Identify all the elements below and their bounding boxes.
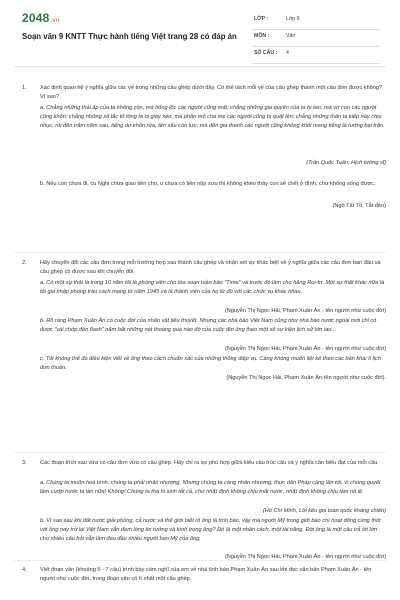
page-title: Soạn văn 9 KNTT Thực hành tiếng Việt trang 28 có đáp án (22, 32, 237, 41)
meta-label: MÔN : (254, 33, 270, 39)
question-part: b. Vì sao sau khi đất nước giải phóng, cả nước và thế giới biết rõ ông là tình báo, vậy mà người Mỹ trong giới báo chí hoạt động cùng thời với ông nay trở lại Việt Nam vẫn đem lòng tin tưởng và kính trọng ông? Đó là một nhân cách, một tài năng. Đời ông là một câu trả lời lớn cho nhiều câu hỏi vẫn làm đau đầu nhiều người bạn Mỹ của ông. (40, 518, 381, 542)
part-citation: (Trần Quốc Tuấn, Hịch tướng sĩ) (306, 160, 386, 166)
question-3 (14, 459, 386, 579)
meta-value: Văn (286, 33, 296, 39)
part-citation: (Hồ Chí Minh, Lời kêu gọi toàn quốc kháng chiến) (262, 508, 386, 514)
question-prompt: Viết đoạn văn (khoảng 5 - 7 câu) trình bày cảm nghĩ của em về nhà tình báo Phạm Xuân Ẩn sau khi đọc văn bản Phạm Xuân Ẩn - tên người như cuộc đời, trong đoạn văn có ít nhất một câu ghép. (40, 567, 372, 582)
part-citation: (Ngô Tất Tố, Tắt đèn) (332, 203, 386, 209)
question-part: c. Tôi không thể đủ điều kiện viết về ông theo cách chuẩn xác của những thông điệp vụ. Càng không muốn liệt kê theo các bản khai lí lịch đơn thuần. (40, 356, 381, 371)
question-divider (14, 452, 386, 453)
question-prompt: Xác định quan hệ ý nghĩa giữa các vế trong những câu ghép dưới đây. Có thể tách mỗi vế của câu ghép thành một câu đơn được không? Vì sao? (40, 85, 383, 100)
question-number: 3. (22, 460, 27, 466)
meta-row-class (252, 13, 380, 30)
question-divider (14, 560, 386, 561)
question-prompt: Hãy chuyển đổi các câu đơn trong mỗi trường hợp sau thành câu ghép và nhận xét sự khác biệt về ý nghĩa giữa các câu đơn ban đầu và câu ghép có được sau khi chuyển đổi. (40, 260, 381, 275)
meta-value: Lớp 9 (286, 16, 300, 22)
question-part: a. Có một sự thật là trong 10 năm tôi là phóng viên cho tòa soạn tuần báo "Time" và trước đó làm cho hãng Roi-tơ. Một sự thật khác nữa là tôi gia nhập phong trào cách mạng từ năm 1945 và là thành viên của họ từ đó với các chức vụ khác nhau. (40, 280, 385, 295)
part-citation: (Nguyễn Thị Ngọc Hải, Phạm Xuân Ẩn-tên người như cuộc đời). (226, 375, 386, 381)
question-4 (14, 566, 386, 600)
question-1 (14, 84, 386, 234)
meta-label: LỚP : (254, 16, 269, 22)
question-prompt: Các đoạn trích sau vừa có câu đơn vừa có câu ghép. Hãy chỉ ra sự phù hợp giữa kiểu cấu trúc câu và ý nghĩa cần biểu đạt của mỗi câu. (40, 460, 379, 466)
question-number: 2. (22, 260, 27, 266)
meta-label: SỐ CÂU : (254, 50, 278, 56)
logo-text: 2048 (22, 11, 50, 25)
meta-value: 4 (286, 50, 289, 56)
question-divider (14, 252, 386, 253)
part-citation: (Nguyễn Thị Ngọc Hải, Phạm Xuân Ẩn - tên người như cuộc đời) (224, 308, 386, 314)
question-part: a. Chẳng những thải ấp của ta không còn, mà bổng lộc các người cũng mất; chẳng những gia quyến của ta bị tan, mà vợ con các người cũng khốn; chẳng những xã tắc tổ tông ta bị giày xéo, mà phần mộ cha mẹ các người cũng bị quật lên; chẳng những thân ta kiếp này chịu nhục, rồi đến trăm năm sau, tiếng dơ khôn rửa, tên xấu còn lưu, mà đến gia thanh các người cũng không khỏi mang tiếng là tướng bại trận. (40, 105, 385, 129)
meta-table (252, 13, 380, 64)
meta-row-count (252, 47, 380, 64)
meta-row-subject (252, 30, 380, 47)
header-divider (14, 66, 386, 67)
logo-suffix: .vn (50, 18, 60, 24)
question-part: b. Rõ ràng Phạm Xuân Ẩn có cuộc đời của nhân vật tiểu thuyết. Nhưng các nhà báo Việt Nam cũng như nhà báo nước ngoài mới chỉ có được "vài chớp đèn flash" năm bắt những nét thoáng qua nào đó của cuộc đời ông theo một số sự kiện lịch sử lớn lao... (40, 318, 377, 333)
question-2 (14, 259, 386, 389)
question-number: 4. (22, 567, 27, 573)
question-part: b. Nếu con chưa đi, cụ Nghị chưa giao tiền cho, u chưa có tiền nộp sưu thì không khéo thầy con sẽ chết ở đình, chứ không sống được. (40, 181, 376, 187)
site-logo[interactable] (22, 11, 60, 25)
part-citation: (Nguyễn Thị Ngọc Hải, Phạm Xuân Ẩn - tên người như cuộc đời) (224, 346, 386, 352)
question-number: 1. (22, 85, 27, 91)
document-header (0, 0, 400, 62)
part-citation: (Nguyễn Thị Ngọc Hải, Phạm Xuân Ẩn - tên người như cuộc đời) (224, 554, 386, 560)
question-part: a. Chúng ta muốn hoà bình, chúng ta phải nhân nhượng. Nhưng chúng ta càng nhân nhượng, thực dân Pháp càng lấn tới, vì chúng quyết tâm cướp nước ta lần nữa! Không! Chúng ta thà hi sinh tất cả, chứ nhất định không chịu mất nước, nhất định không chịu làm nô lệ. (40, 480, 381, 495)
